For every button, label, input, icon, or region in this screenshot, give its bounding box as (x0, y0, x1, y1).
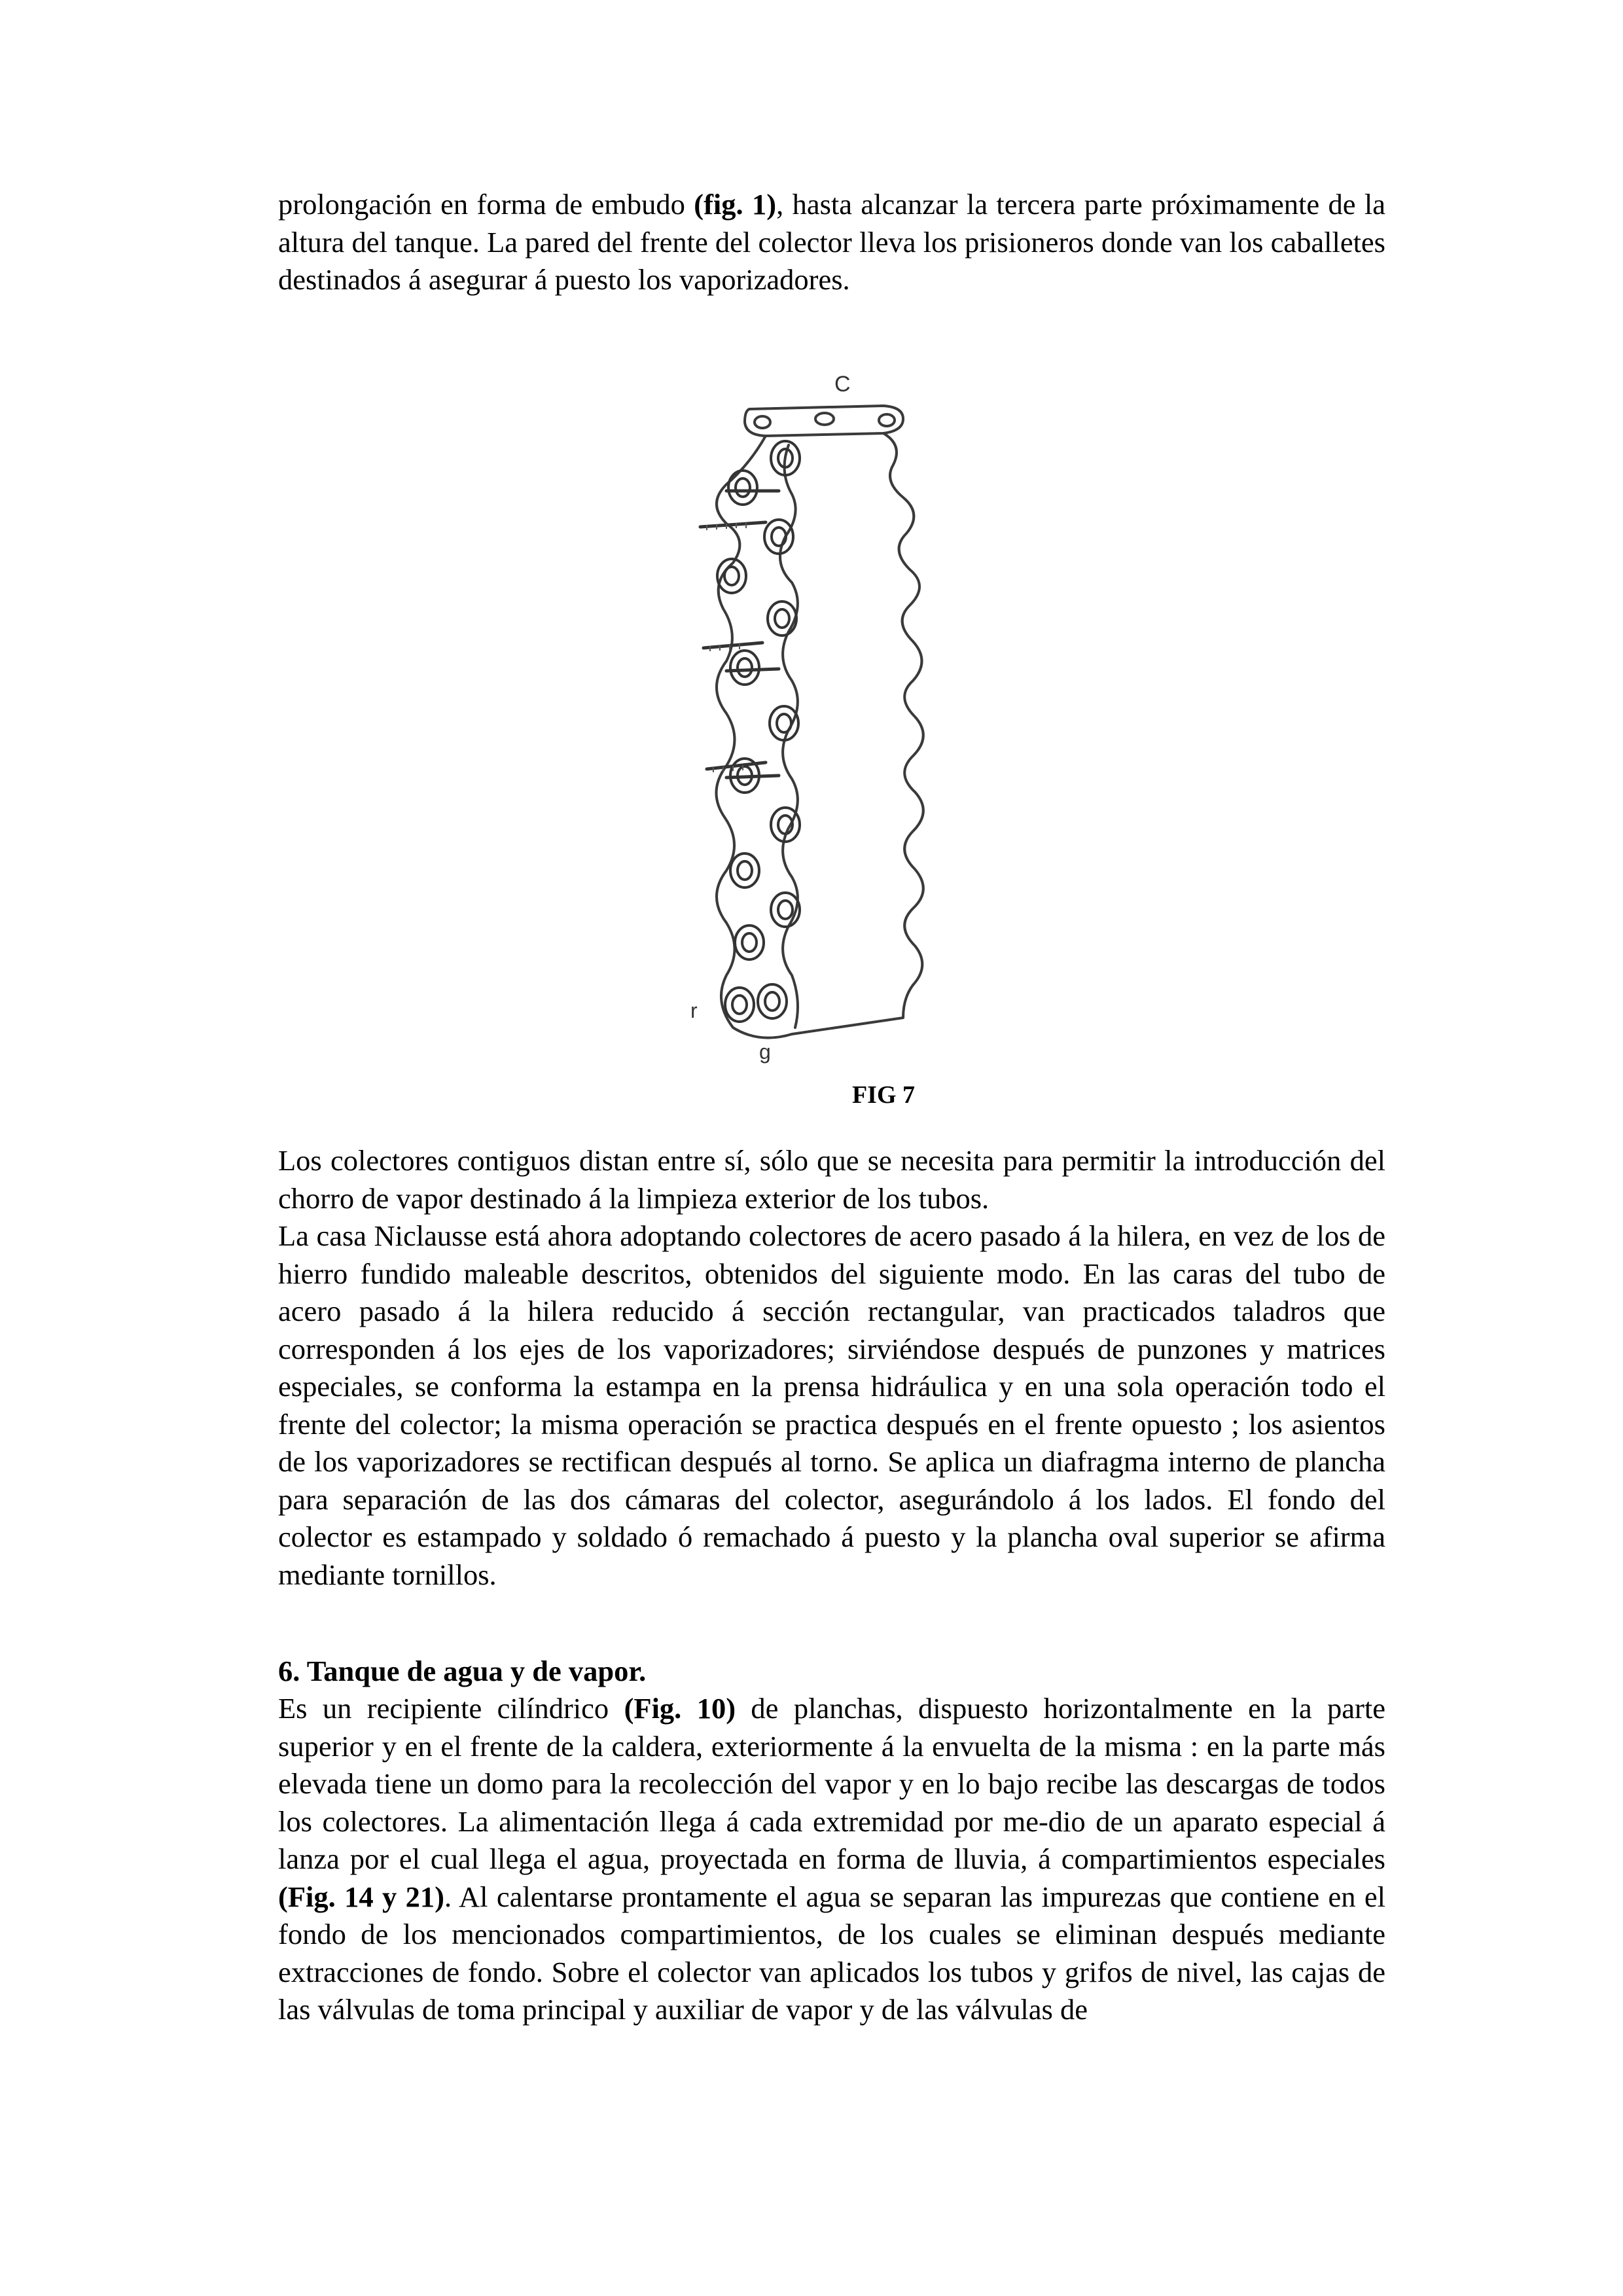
collector-side-wave (792, 433, 923, 1034)
top-bolt-2 (815, 413, 834, 425)
body-section-1 (278, 1142, 1385, 1594)
paragraph-niclausse: La casa Niclausse está ahora adoptando colectores de acero pasado á la hilera, en vez de los de hierro fundido maleable descritos, obtenidos del siguiente modo. En las caras del tubo de acero pasado á la hilera reducido á sección rectangular, van practicados taladros que corresponden á los ejes de los vaporizadores; sirviéndose después de punzones y matrices especiales, se conforma la estampa en la prensa hidráulica y en una sola operación todo el frente del colector; la misma operación se practica después en el frente opuesto ; los asientos de los vaporizadores se rectifican después al torno. Se aplica un diafragma interno de plancha para separación de las dos cámaras del colector, asegurándolo á los lados. El fondo del colector es estampado y soldado ó remachado á puesto y la plancha oval superior se afirma mediante tornillos. (278, 1219, 1385, 1591)
stud-5 (726, 669, 779, 671)
intro-text-2: , hasta alcanzar la tercera parte próximamente de la altura del tanque. La pared del frente del colector lleva los prisioneros donde van los caballetes destinados á asegurar á puesto los vaporizadores. (278, 188, 1385, 296)
tanque-fig-ref-1: (Fig. 10) (624, 1692, 736, 1725)
intro-paragraph (278, 186, 1385, 299)
figure-label-g: g (759, 1040, 771, 1064)
figure-label-r: r (690, 999, 698, 1022)
collector-inner-edge (780, 445, 798, 1028)
holes-col-right (758, 441, 800, 1018)
stud-1 (700, 522, 766, 527)
body-section-2 (278, 1690, 1385, 2029)
tanque-text-3: . Al calentarse prontamente el agua se separan las impurezas que contiene en el fondo de los mencionados compartimientos, de los cuales se eliminan después mediante extracciones de fondo. Sobre el colector van aplicados los tubos y grifos de nivel, las cajas de las válvulas de toma principal y auxiliar de vapor y de las válvulas de (278, 1880, 1385, 2026)
top-bolt-1 (755, 416, 770, 428)
section-heading: 6. Tanque de agua y de vapor. (278, 1655, 647, 1687)
figure-caption: FIG 7 (851, 1081, 916, 1109)
intro-fig-ref: (fig. 1) (694, 188, 777, 221)
intro-text-1: prolongación en forma de embudo (278, 188, 694, 221)
tanque-fig-ref-2: (Fig. 14 y 21) (278, 1880, 444, 1913)
stud-6 (726, 776, 779, 778)
figure-7-collector-drawing (687, 373, 1008, 1073)
paragraph-colectores: Los colectores contiguos distan entre sí, sólo que se necesita para permitir la introducción del chorro de vapor destinado á la limpieza exterior de los tubos. (278, 1144, 1385, 1215)
figure-label-c: C (834, 373, 851, 397)
top-bolt-3 (879, 414, 895, 426)
tanque-text-2: de planchas, dispuesto horizontalmente en la parte superior y en el frente de la caldera, exteriormente á la envuelta de la misma : en la parte más elevada tiene un domo para la recolección del vapor y en lo bajo recibe las descargas de todos los colectores. La alimentación llega á cada extremidad por me-dio de un aparato especial á lanza por el cual llega el agua, proyectada en forma de lluvia, á compartimientos especiales (278, 1692, 1385, 1875)
collector-illustration (687, 373, 1008, 1073)
tanque-text-1: Es un recipiente cilíndrico (278, 1692, 624, 1725)
holes-col-left (717, 471, 764, 1022)
